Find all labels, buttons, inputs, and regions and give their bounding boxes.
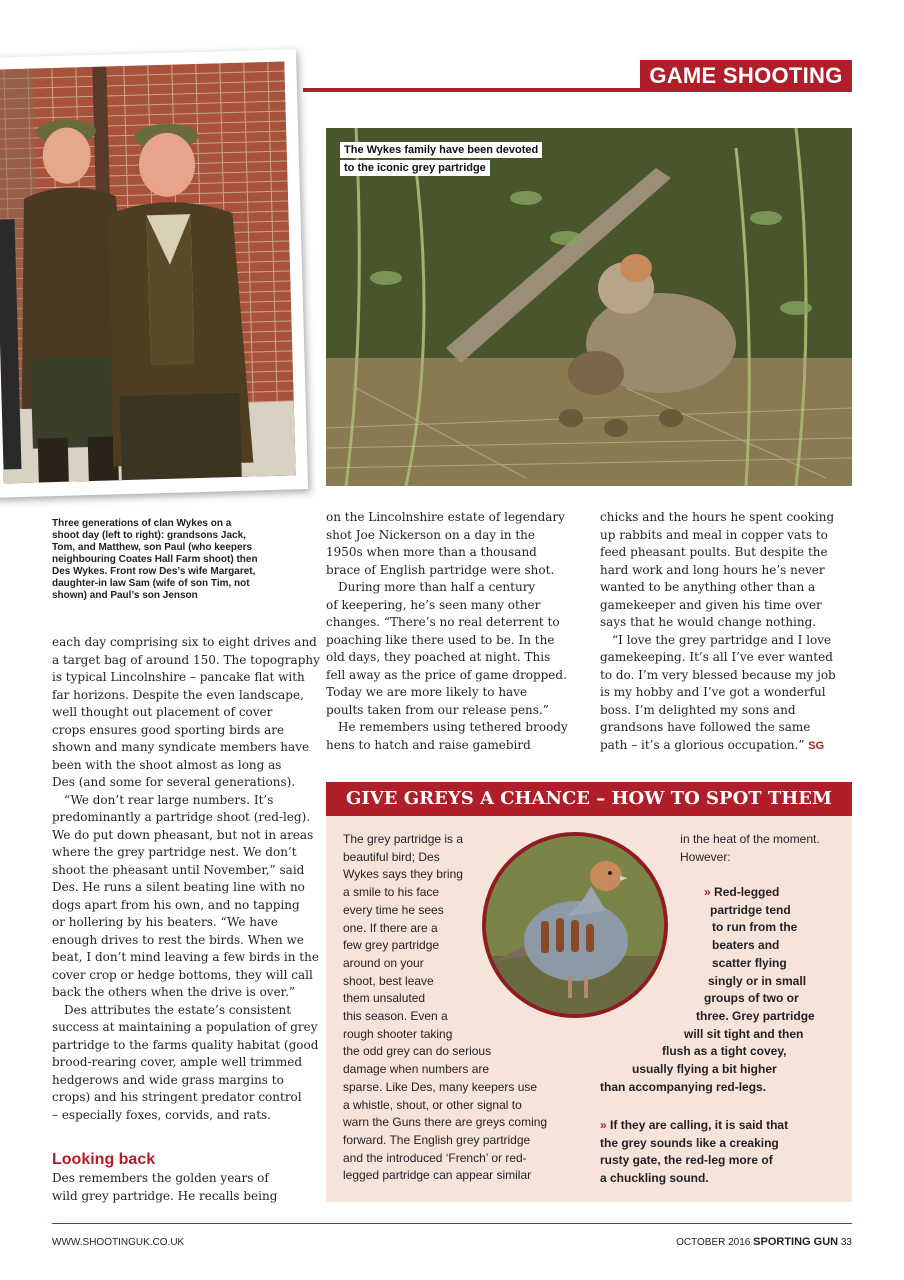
box-line: them unsaluted (343, 991, 426, 1006)
footer-date: OCTOBER 2016 (676, 1237, 751, 1248)
body-line: well thought out placement of cover (52, 705, 273, 719)
body-line: or hollering by his beaters. “We have (52, 915, 279, 929)
caption-line: shoot day (left to right): grandsons Jack, (52, 530, 246, 541)
body-line: beat, I don’t mind leaving a few birds in the (52, 950, 319, 964)
body-line: each day comprising six to eight drives and (52, 635, 317, 649)
bullet-line: to run from the (712, 920, 798, 935)
box-line: every time he sees (343, 902, 444, 917)
body-line: where the grey partridge nest. We don’t (52, 845, 297, 859)
body-line: poaching like there used to be. In the (326, 632, 555, 647)
subhead-looking-back: Looking back (52, 1151, 156, 1168)
bullet-line: three. Grey partridge (696, 1008, 815, 1023)
body-line: far horizons. Despite the even landscape, (52, 687, 304, 702)
body-line: of keepering, he’s seen many other (326, 597, 541, 612)
body-line: a target bag of around 150. The topography (52, 652, 320, 667)
body-line: fell away as the price of game dropped. (326, 667, 567, 682)
bullet-chevron-icon: » (704, 885, 711, 899)
body-line: crops ensures good sporting birds are (52, 722, 285, 737)
body-line: success at maintaining a population of grey (52, 1020, 318, 1034)
body-line: back the others when the drive is over.” (52, 985, 296, 999)
end-mark: SG (808, 739, 825, 752)
box-line: in the heat of the moment. (680, 832, 820, 846)
body-line: grandsons have followed the same (600, 720, 811, 734)
bullet-line: than accompanying red-legs. (600, 1079, 767, 1094)
partridge-photo-illustration (326, 128, 852, 486)
bullet-line: Red-legged (714, 885, 780, 899)
box-line: few grey partridge (343, 938, 440, 953)
bullet-line: groups of two or (704, 991, 799, 1006)
body-line: boss. I’m delighted my sons and (600, 702, 796, 717)
body-line: brace of English partridge were shot. (326, 562, 555, 577)
bullet-line-first (600, 1117, 840, 1135)
article-column-2 (326, 509, 576, 754)
body-line: 1950s when more than a thousand (326, 545, 537, 559)
body-line: hedgerows and wide grass margins to (52, 1072, 284, 1087)
body-line: old days, they poached at night. This (326, 650, 551, 664)
article-column-1-continued (52, 1170, 312, 1205)
body-line: is my hobby and I’ve got a wonderful (600, 685, 826, 699)
body-line: – especially foxes, corvids, and rats. (52, 1107, 271, 1122)
box-line: Wykes says they bring (343, 867, 463, 882)
body-line: Today we are more likely to have (326, 685, 528, 699)
box-line: rough shooter taking (343, 1026, 453, 1041)
info-box-title: GIVE GREYS A CHANCE – HOW TO SPOT THEM (326, 782, 852, 816)
bullet-line: partridge tend (710, 902, 791, 917)
body-line: Des remembers the golden years of (52, 1171, 269, 1185)
article-column-1 (52, 634, 320, 1124)
footer-issue (676, 1236, 852, 1248)
box-line: this season. Even a (343, 1009, 448, 1024)
bullet-line: If they are calling, it is said that (610, 1118, 789, 1132)
bullet-line: scatter flying (712, 955, 787, 970)
bullet-line: rusty gate, the red-leg more of (600, 1153, 773, 1168)
footer-magazine-name: SPORTING GUN (753, 1236, 839, 1248)
bullet-calling (600, 1117, 840, 1188)
body-line: “We don’t rear large numbers. It’s (64, 792, 274, 807)
body-line: brood-rearing cover, ample well trimmed (52, 1055, 303, 1069)
bullet-line: flush as a tight covey, (662, 1044, 787, 1059)
box-line: sparse. Like Des, many keepers use (343, 1079, 538, 1094)
bullet-line: will sit tight and then (684, 1026, 804, 1041)
box-line: the odd grey can do serious (343, 1044, 492, 1059)
section-tag: GAME SHOOTING (640, 60, 852, 92)
bullet-chevron-icon: » (600, 1118, 607, 1132)
body-line: Des attributes the estate’s consistent (64, 1002, 292, 1017)
bullet-line: singly or in small (708, 973, 807, 988)
body-line-last (600, 737, 852, 756)
family-photo-frame (0, 49, 308, 498)
caption-line: daughter-in law Sam (wife of son Tim, not (52, 578, 250, 589)
bullet-line: usually flying a bit higher (632, 1062, 777, 1077)
partridge-photo (326, 128, 852, 486)
box-line: However: (680, 849, 731, 864)
box-line: The grey partridge is a (343, 832, 464, 846)
body-line: wanted to be anything other than a (600, 580, 816, 594)
bullet-line: the grey sounds like a creaking (600, 1135, 779, 1150)
bullet-line-first (600, 884, 840, 902)
body-line: During more than half a century (338, 580, 536, 594)
caption-line: Three generations of clan Wykes on a (52, 518, 232, 529)
box-line: a whistle, shout, or other signal to (343, 1097, 522, 1112)
body-line: wild grey partridge. He recalls being (52, 1188, 278, 1203)
body-line: cover crop or hedge bottoms, they will call (52, 967, 313, 982)
body-line: predominantly a partridge shoot (red-leg). (52, 810, 311, 824)
bullet-line: a chuckling sound. (600, 1171, 709, 1186)
body-line: He remembers using tethered broody (338, 720, 568, 734)
article-column-3 (600, 509, 852, 755)
body-line: says that he would change nothing. (600, 615, 817, 629)
body-line: gamekeeper and given his time over (600, 597, 822, 612)
box-line: beautiful bird; Des (343, 849, 440, 864)
box-line: one. If there are a (343, 920, 438, 935)
bullet-red-legged (600, 884, 840, 1096)
footer-page-number: 33 (840, 1237, 852, 1248)
body-line: path – it’s a glorious occupation.” (600, 737, 805, 752)
body-line: shot Joe Nickerson on a day in the (326, 527, 535, 542)
box-line: legged partridge can appear similar (343, 1168, 532, 1183)
family-photo-illustration (0, 62, 296, 484)
family-photo-caption (52, 518, 292, 602)
body-line: We do put down pheasant, but not in areas (52, 827, 314, 842)
body-line: “I love the grey partridge and I love (612, 632, 832, 647)
body-line: partridge to the farms quality habitat (good (52, 1037, 319, 1052)
box-line: forward. The English grey partridge (343, 1132, 531, 1147)
body-line: changes. “There’s no real deterrent to (326, 615, 560, 629)
body-line: shown and many syndicate members have (52, 740, 310, 754)
body-line: gamekeeping. It’s all I’ve ever wanted (600, 650, 833, 664)
body-line: feed pheasant poults. But despite the (600, 545, 828, 559)
photo-caption-line-2: to the iconic grey partridge (340, 160, 490, 176)
footer-rule (52, 1223, 852, 1224)
body-line: hens to hatch and raise gamebird (326, 737, 531, 752)
box-line: around on your (343, 955, 424, 970)
body-line: been with the shoot almost as long as (52, 757, 282, 772)
body-line: dogs apart from his own, and no tapping (52, 897, 300, 912)
body-line: enough drives to rest the birds. When we (52, 932, 304, 947)
body-line: Des. He runs a silent beating line with no (52, 880, 305, 894)
family-photo (0, 62, 296, 484)
body-line: to do. I’m very blessed because my job (600, 667, 836, 682)
info-box-right-intro (660, 831, 840, 866)
photo-caption-line-1: The Wykes family have been devoted (340, 142, 542, 158)
body-line: crops) and his stringent predator control (52, 1090, 302, 1104)
box-line: and the introduced ‘French’ or red- (343, 1150, 527, 1165)
box-line: a smile to his face (343, 885, 440, 900)
caption-line: Des Wykes. Front row Des’s wife Margaret, (52, 566, 256, 577)
box-line: damage when numbers are (343, 1062, 490, 1077)
box-line: warn the Guns there are greys coming (343, 1115, 548, 1130)
body-line: on the Lincolnshire estate of legendary (326, 510, 565, 524)
footer-url: WWW.SHOOTINGUK.CO.UK (52, 1237, 185, 1248)
body-line: hard work and long hours he’s never (600, 562, 825, 577)
box-line: shoot, best leave (343, 973, 434, 988)
caption-line: neighbouring Coates Hall Farm shoot) then (52, 554, 258, 565)
caption-line: Tom, and Matthew, son Paul (who keepers (52, 542, 253, 553)
bullet-line: beaters and (712, 938, 780, 953)
caption-line: shown) and Paul’s son Jenson (52, 590, 198, 601)
body-line: chicks and the hours he spent cooking (600, 510, 835, 524)
body-line: up rabbits and meal in copper vats to (600, 527, 828, 542)
body-line: Des (and some for several generations). (52, 775, 296, 789)
body-line: is typical Lincolnshire – pancake flat with (52, 670, 305, 684)
body-line: poults taken from our release pens.” (326, 702, 549, 717)
body-line: shoot the pheasant until November,” said (52, 862, 305, 877)
